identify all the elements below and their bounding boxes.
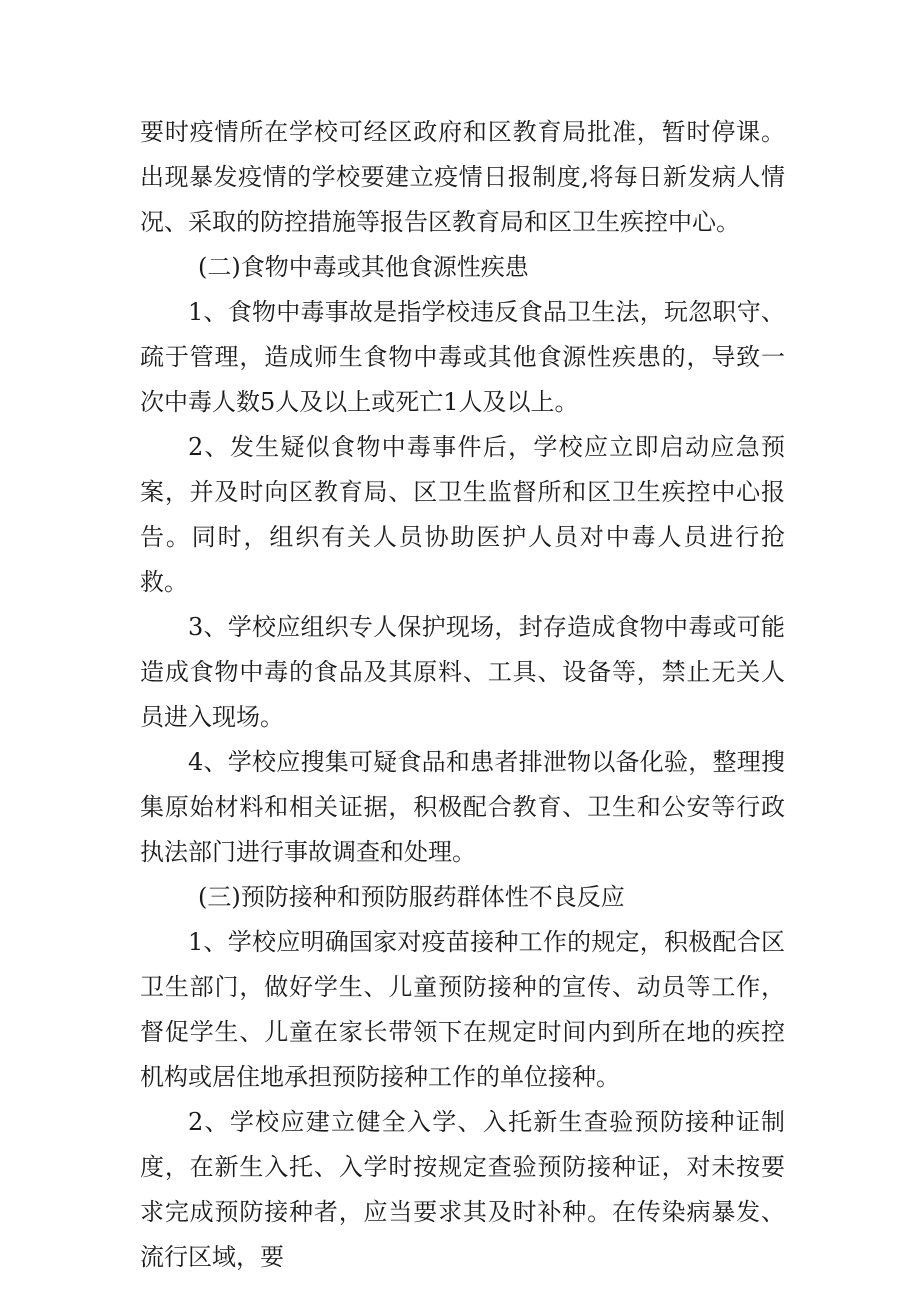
section-heading-vaccination: (三)预防接种和预防服药群体性不良反应 bbox=[198, 883, 625, 911]
paragraph-item: 4、学校应搜集可疑食品和患者排泄物以备化验，整理搜集原始材料和相关证据，积极配合教育、卫生和公安等行政执法部门进行事故调查和处理。 bbox=[140, 748, 785, 866]
section-heading-food-poisoning: (二)食物中毒或其他食源性疾患 bbox=[198, 253, 529, 281]
paragraph-item: 2、发生疑似食物中毒事件后，学校应立即启动应急预案，并及时向区教育局、区卫生监督所和区卫生疾控中心报告。同时，组织有关人员协助医护人员对中毒人员进行抢救。 bbox=[140, 433, 785, 596]
document-body bbox=[140, 110, 785, 1280]
paragraph-item: 3、学校应组织专人保护现场，封存造成食物中毒或可能造成食物中毒的食品及其原料、工具、设备等，禁止无关人员进入现场。 bbox=[140, 613, 785, 731]
paragraph-continuation: 要时疫情所在学校可经区政府和区教育局批准，暂时停课。出现暴发疫情的学校要建立疫情日报制度,将每日新发病人情况、采取的防控措施等报告区教育局和区卫生疾控中心。 bbox=[140, 118, 785, 236]
paragraph-item: 1、学校应明确国家对疫苗接种工作的规定，积极配合区卫生部门，做好学生、儿童预防接种的宣传、动员等工作，督促学生、儿童在家长带领下在规定时间内到所在地的疾控机构或居住地承担预防接种工作的单位接种。 bbox=[140, 928, 785, 1091]
paragraph-item: 1、食物中毒事故是指学校违反食品卫生法，玩忽职守、疏于管理，造成师生食物中毒或其他食源性疾患的，导致一次中毒人数5人及以上或死亡1人及以上。 bbox=[140, 298, 785, 416]
paragraph-item: 2、学校应建立健全入学、入托新生查验预防接种证制度，在新生入托、入学时按规定查验预防接种证，对未按要求完成预防接种者，应当要求其及时补种。在传染病暴发、流行区域，要 bbox=[140, 1108, 785, 1271]
